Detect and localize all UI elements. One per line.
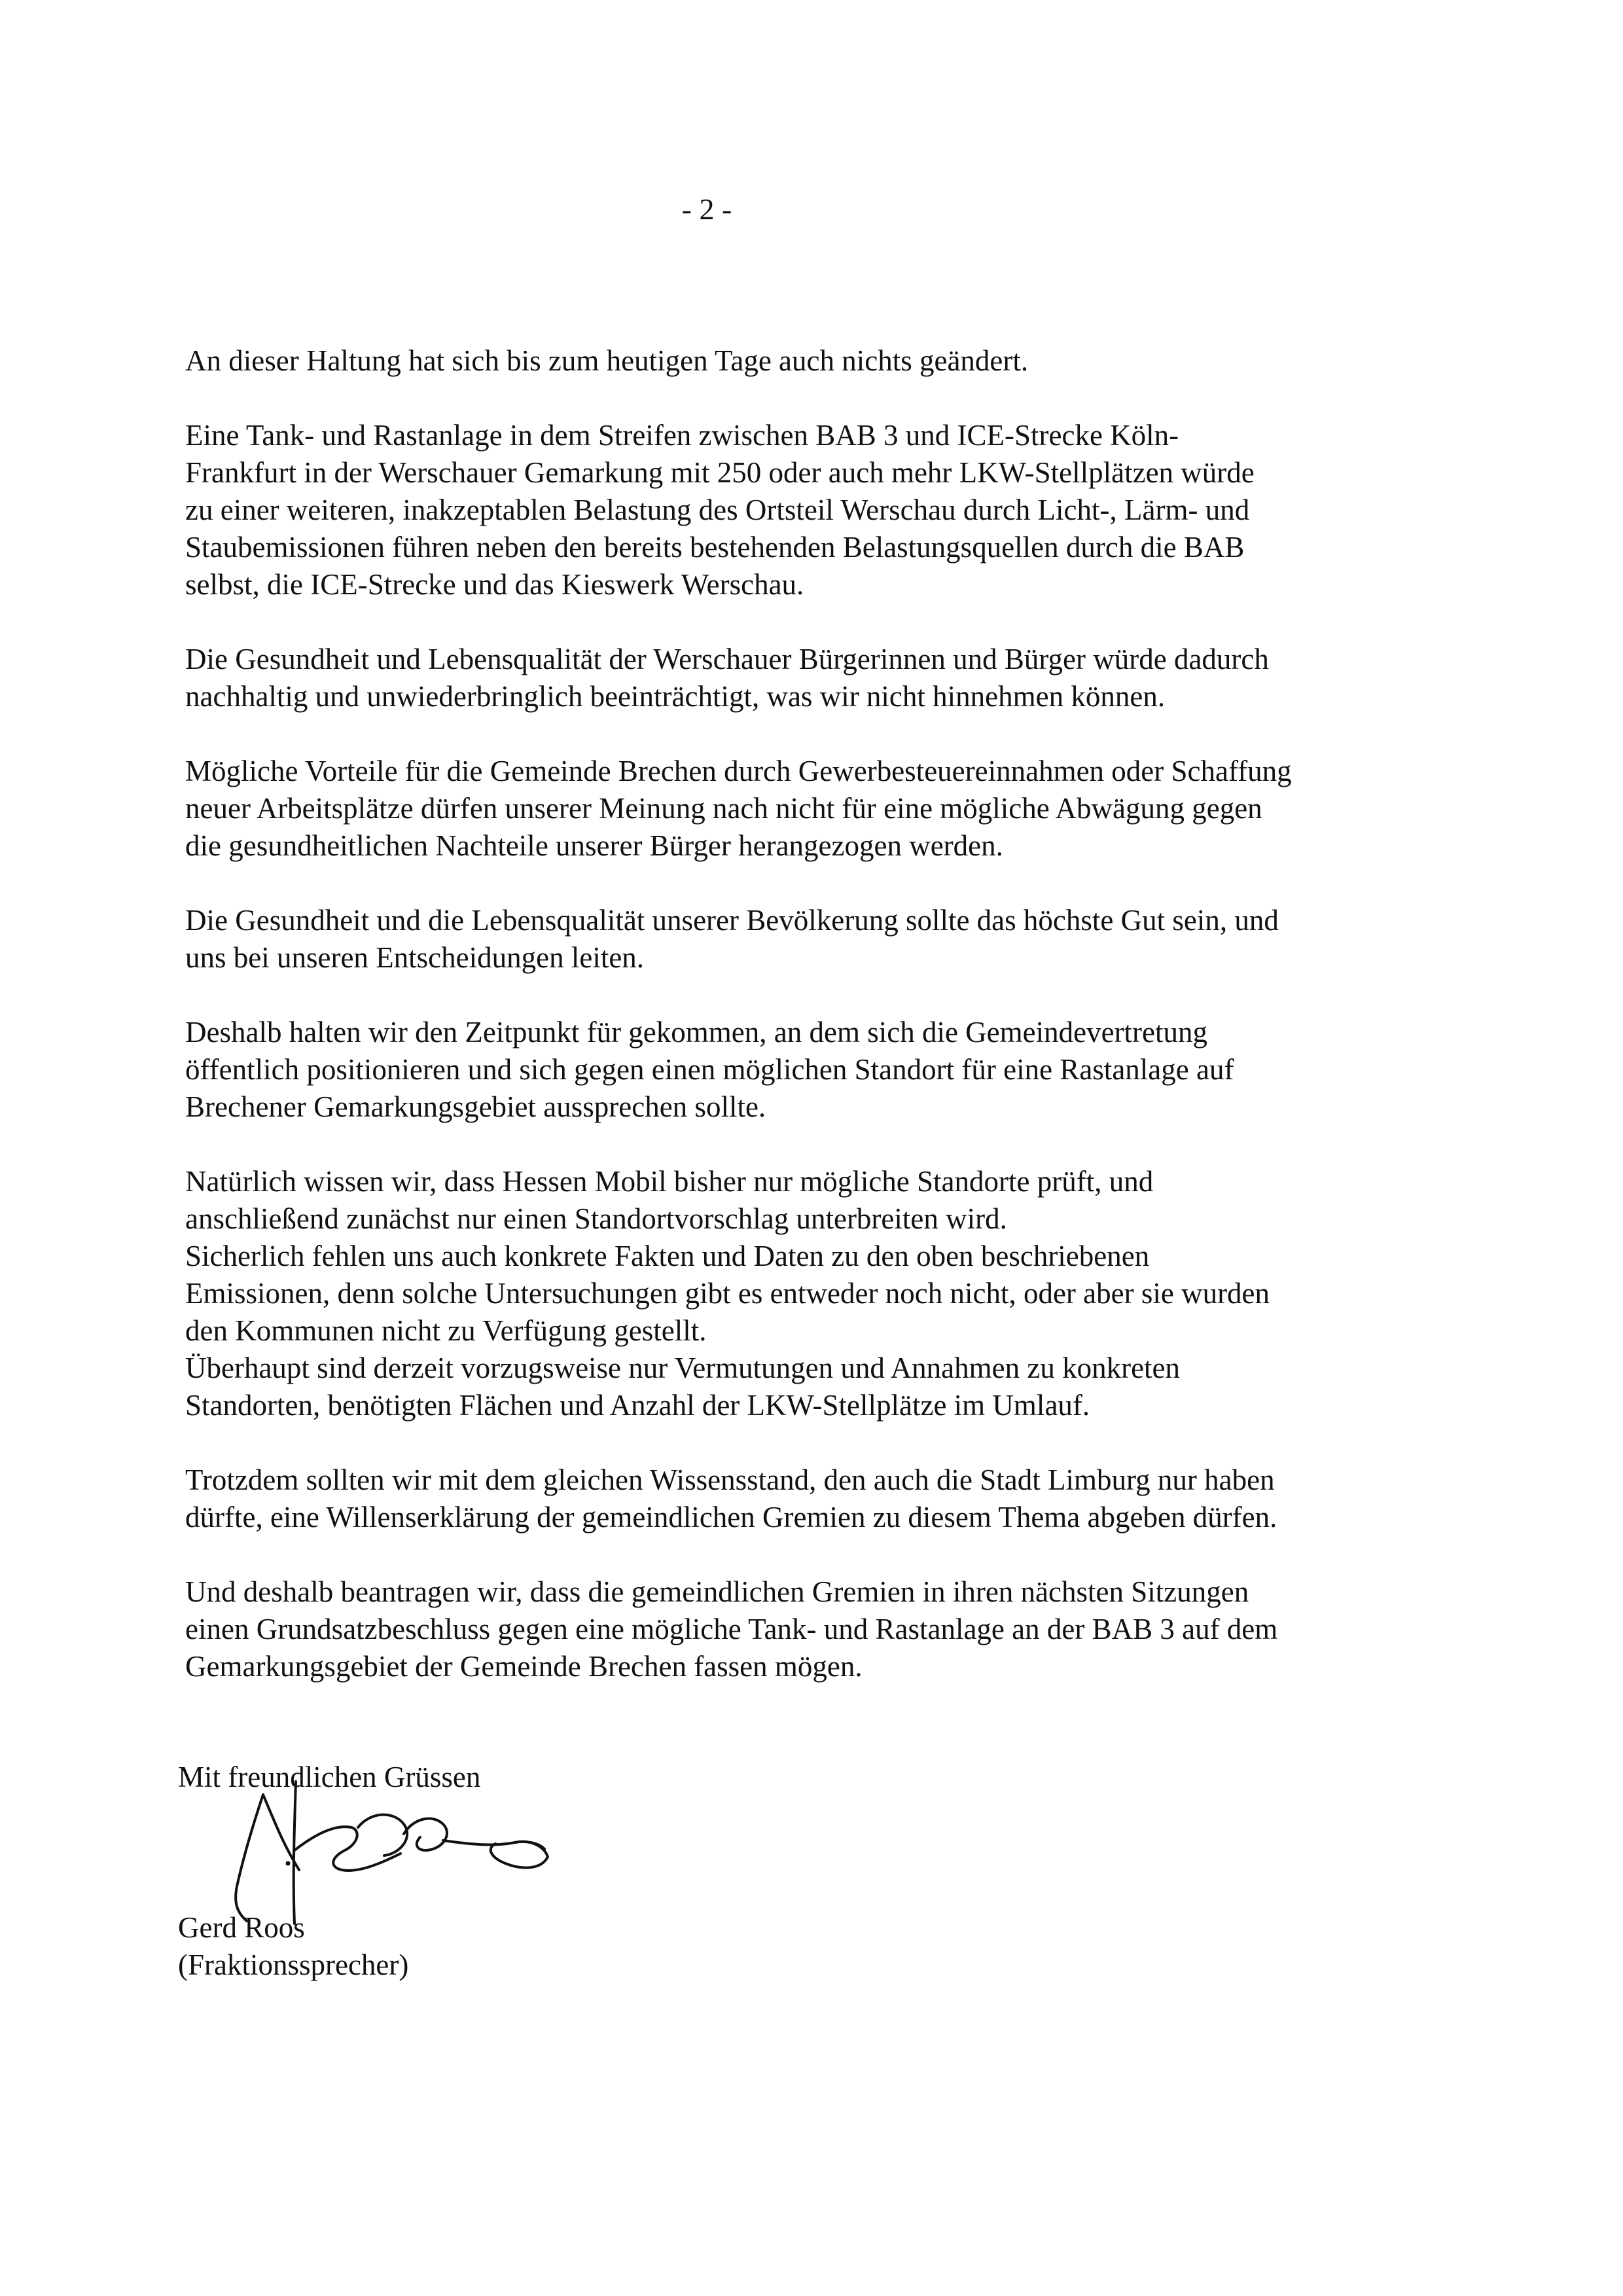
letter-closing [178, 1759, 767, 2020]
paragraph-3: Die Gesundheit und Lebensqualität der Werschauer Bürgerinnen und Bürger würde dadurch nachhaltig und unwiederbringlich beeinträchtigt, was wir nicht hinnehmen können. [185, 643, 1269, 713]
paragraph-8: Trotzdem sollten wir mit dem gleichen Wissensstand, den auch die Stadt Limburg nur haben dürfte, eine Willenserklärung der gemeindlichen Gremien zu diesem Thema abgeben dürfen. [185, 1463, 1277, 1534]
paragraph-4: Mögliche Vorteile für die Gemeinde Brechen durch Gewerbesteuereinnahmen oder Schaffung neuer Arbeitsplätze dürfen unserer Meinung nach nicht für eine mögliche Abwägung gegen die gesundheitlichen Nachteile unserer Bürger herangezogen werden. [185, 755, 1292, 862]
paragraph-2: Eine Tank- und Rastanlage in dem Streifen zwischen BAB 3 und ICE-Strecke Köln- Frankfurt in der Werschauer Gemarkung mit 250 oder auch mehr LKW-Stellplätzen würde zu einer weiteren, inakzeptablen Belastung des Ortsteil Werschau durch Licht-, Lärm- und Staubemissionen führen neben den bereits bestehenden Belastungsquellen durch die BAB selbst, die ICE-Strecke und das Kieswerk Werschau. [185, 419, 1255, 601]
handwritten-signature [217, 1772, 702, 1929]
paragraph-1: An dieser Haltung hat sich bis zum heutigen Tage auch nichts geändert. [185, 344, 1029, 377]
paragraph-5: Die Gesundheit und die Lebensqualität unserer Bevölkerung sollte das höchste Gut sein, und uns bei unseren Entscheidungen leiten. [185, 904, 1279, 974]
closing-greeting: Mit freundlichen Grüssen [178, 1761, 481, 1793]
paragraph-9: Und deshalb beantragen wir, dass die gemeindlichen Gremien in ihren nächsten Sitzungen einen Grundsatzbeschluss gegen eine mögliche Tank- und Rastanlage an der BAB 3 auf dem Gemarkungsgebiet der Gemeinde Brechen fassen mögen. [185, 1575, 1278, 1683]
signer-role: (Fraktionssprecher) [178, 1948, 409, 1981]
paragraph-6: Deshalb halten wir den Zeitpunkt für gekommen, an dem sich die Gemeindevertretung öffentlich positionieren und sich gegen einen möglichen Standort für eine Rastanlage auf Brechener Gemarkungsgebiet aussprechen sollte. [185, 1016, 1234, 1123]
signer-name: Gerd Roos [178, 1911, 305, 1944]
paragraph-7: Natürlich wissen wir, dass Hessen Mobil bisher nur mögliche Standorte prüft, und anschließend zunächst nur einen Standortvorschlag unterbreiten wird. Sicherlich fehlen uns auch konkrete Fakten und Daten zu den oben beschriebenen Emissionen, denn solche Untersuchungen gibt es entweder noch nicht, oder aber sie wurden den Kommunen nicht zu Verfügung gestellt. Überhaupt sind derzeit vorzugsweise nur Vermutungen und Annahmen zu konkreten Standorten, benötigten Flächen und Anzahl der LKW-Stellplätze im Umlauf. [185, 1165, 1270, 1422]
page-number: - 2 - [681, 192, 732, 226]
letter-body [185, 342, 1494, 1723]
